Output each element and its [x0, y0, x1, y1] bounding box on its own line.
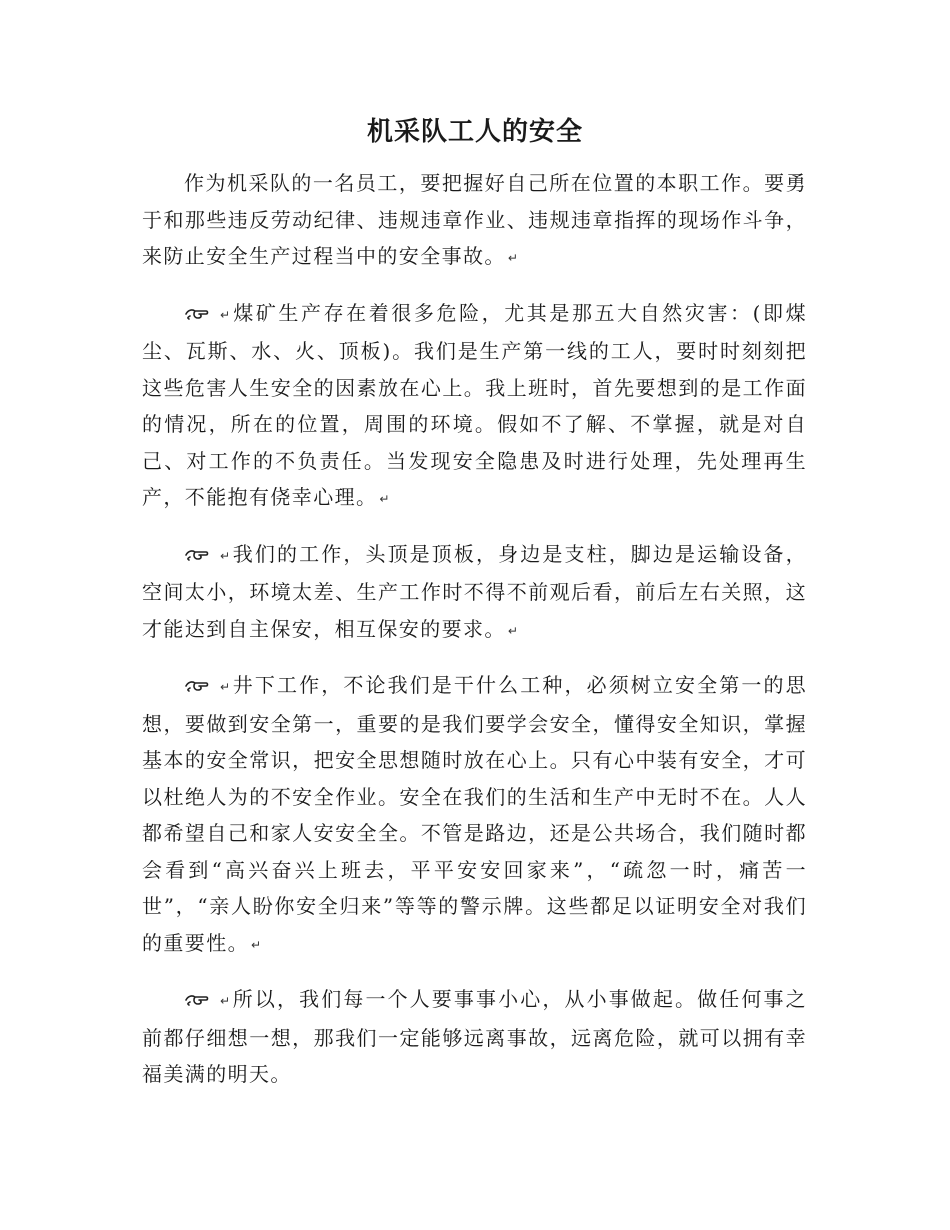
paragraph-workspace [142, 536, 807, 650]
paragraph-intro [142, 165, 807, 277]
paragraph-hazards [142, 295, 807, 518]
paragraph-text: 作为机采队的一名员工，要把握好自己所在位置的本职工作。要勇于和那些违反劳动纪律、违规违章作业、违规违章指挥的现场作斗争，来防止安全生产过程当中的安全事故。 [142, 171, 807, 268]
paragraph-mark-icon: ↵ [507, 251, 518, 265]
document-body [142, 165, 807, 1111]
paragraph-mark-icon: ↵ [220, 548, 231, 563]
document-title: 机采队工人的安全 [366, 117, 583, 147]
paragraph-text: 所以，我们每一个人要事事小心，从小事做起。做任何事之前都仔细想一想，那我们一定能够远离事故，远离危险，就可以拥有幸福美满的明天。 [142, 987, 807, 1086]
paragraph-mark-icon: ↵ [220, 994, 231, 1008]
paragraph-text: 我们的工作，头顶是顶板，身边是支柱，脚边是运输设备，空间太小，环境太差、生产工作时不得不前观后看，前后左右关照，这才能达到自主保安，相互保安的要求。 [142, 541, 807, 641]
paragraph-safety-first [142, 667, 807, 963]
hand-pointer-icon [184, 991, 210, 1007]
paragraph-mark-icon: ↵ [507, 623, 518, 638]
paragraph-conclusion [142, 981, 807, 1093]
paragraph-mark-icon: ↵ [220, 680, 231, 694]
paragraph-mark-icon: ↵ [379, 492, 390, 506]
paragraph-mark-icon: ↵ [220, 307, 231, 322]
paragraph-mark-icon: ↵ [251, 937, 262, 952]
hand-pointer-icon [184, 305, 210, 321]
hand-pointer-icon [184, 677, 210, 693]
hand-pointer-icon [184, 546, 210, 562]
paragraph-text: 井下工作，不论我们是干什么工种，必须树立安全第一的思想，要做到安全第一，重要的是我们要学会安全，懂得安全知识，掌握基本的安全常识，把安全思想随时放在心上。只有心中装有安全，才可以杜绝人为的不安全作业。安全在我们的生活和生产中无时不在。人人都希望自己和家人安安全全。不管是路边，还是公共场合，我们随时都会看到“高兴奋兴上班去，平平安安回家来”，“疏忽一时，痛苦一世”，“亲人盼你安全归来”等等的警示牌。这些都足以证明安全对我们的重要性。 [142, 673, 807, 955]
paragraph-text: 煤矿生产存在着很多危险，尤其是那五大自然灾害：(即煤尘、瓦斯、水、火、顶板)。我们是生产第一线的工人，要时时刻刻把这些危害人生安全的因素放在心上。我上班时，首先要想到的是工作面的情况，所在的位置，周围的环境。假如不了解、不掌握，就是对自己、对工作的不负责任。当发现安全隐患及时进行处理，先处理再生产，不能抱有侥幸心理。 [142, 300, 807, 509]
